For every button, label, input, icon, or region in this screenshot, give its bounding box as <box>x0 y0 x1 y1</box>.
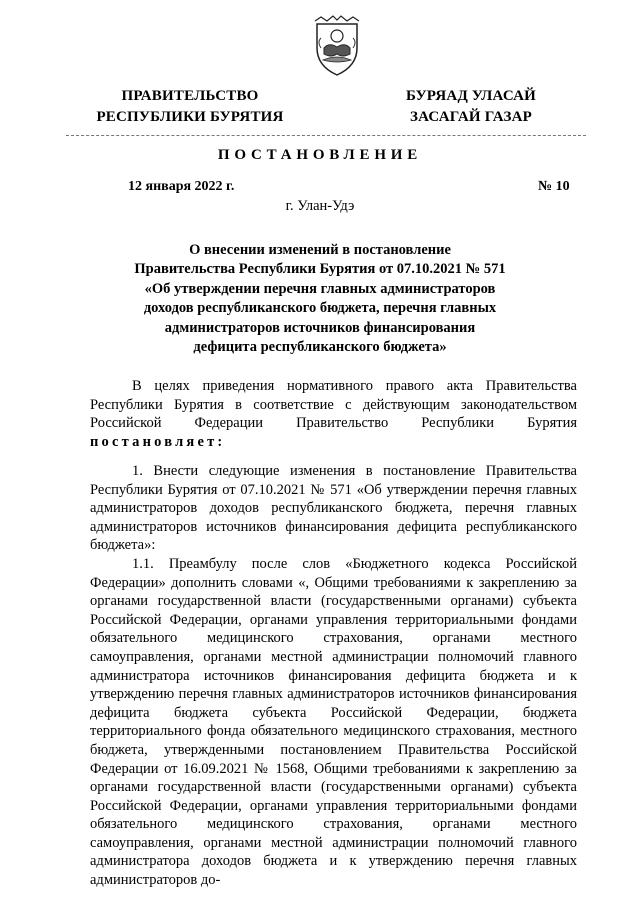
title-line: «Об утверждении перечня главных администраторов <box>144 280 496 297</box>
government-name-ru-line2: РЕСПУБЛИКИ БУРЯТИЯ <box>96 109 284 125</box>
title-line: О внесении изменений в постановление <box>189 242 451 258</box>
clause-1-1: 1.1. Преамбулу после слов «Бюджетного кодекса Российской Федерации» дополнить словами «, Общими требованиями к закреплению за органами государственной власти (государственными органами) субъекта Российской Федерации, органами управления территориальными фондами обязательного медицинского страхования, органами местного самоуправления, органами местной администрации полномочий главного администратора источников финансирования дефицита бюджета и к утверждению перечня главных администраторов источников финансирования дефицита бюджета субъекта Российской Федерации, бюджета территориального фонда обязательного медицинского страхования, местного бюджета, утвержденными постановлением Правительства Российской Федерации от 16.09.2021 № 1568, Общими требованиями к закреплению за органами государственной власти (государственными органами) субъекта Российской Федерации, органами управления территориальными фондами обязательного медицинского страхования, органами местного самоуправления, органами местной администрации полномочий главного администратора доходов бюджета и к утверждению перечня главных администраторов до- <box>90 555 577 889</box>
government-name-ru-line1: ПРАВИТЕЛЬСТВО <box>121 88 259 104</box>
title-line: доходов республиканского бюджета, перечня главных <box>143 300 497 317</box>
preamble-text: В целях приведения нормативного правого акта Правительства Республики Бурятия в соответствие с действующим законодательством Российской Федерации Правительство Республики Бурятия <box>90 378 577 432</box>
main-body <box>90 462 577 890</box>
document-type: ПОСТАНОВЛЕНИЕ <box>217 147 423 163</box>
preamble-paragraph <box>90 377 577 451</box>
document-date: 12 января 2022 г. <box>128 179 235 194</box>
government-name-bua-line2: ЗАСАГАЙ ГАЗАР <box>410 109 532 125</box>
document-number: № 10 <box>538 179 570 194</box>
coat-of-arms-icon <box>309 14 365 78</box>
resolve-word: постановляет: <box>90 433 226 450</box>
clause-1: 1. Внести следующие изменения в постановление Правительства Республики Бурятия от 07.10.2021 № 571 «Об утверждении перечня главных администраторов доходов республиканского бюджета, перечня главных администраторов источников финансирования дефицита республиканского бюджета»: <box>90 463 577 554</box>
title-line: Правительства Республики Бурятия от 07.10.2021 № 571 <box>134 261 506 278</box>
government-name-ru <box>86 86 294 128</box>
title-line: администраторов источников финансирования <box>164 319 476 336</box>
document-place: г. Улан-Удэ <box>285 198 355 214</box>
title-line: дефицита республиканского бюджета» <box>193 339 447 356</box>
document-title <box>120 241 520 357</box>
government-name-bua <box>386 86 556 128</box>
government-name-bua-line1: БУРЯАД УЛАСАЙ <box>405 88 537 104</box>
header-divider <box>66 135 586 136</box>
